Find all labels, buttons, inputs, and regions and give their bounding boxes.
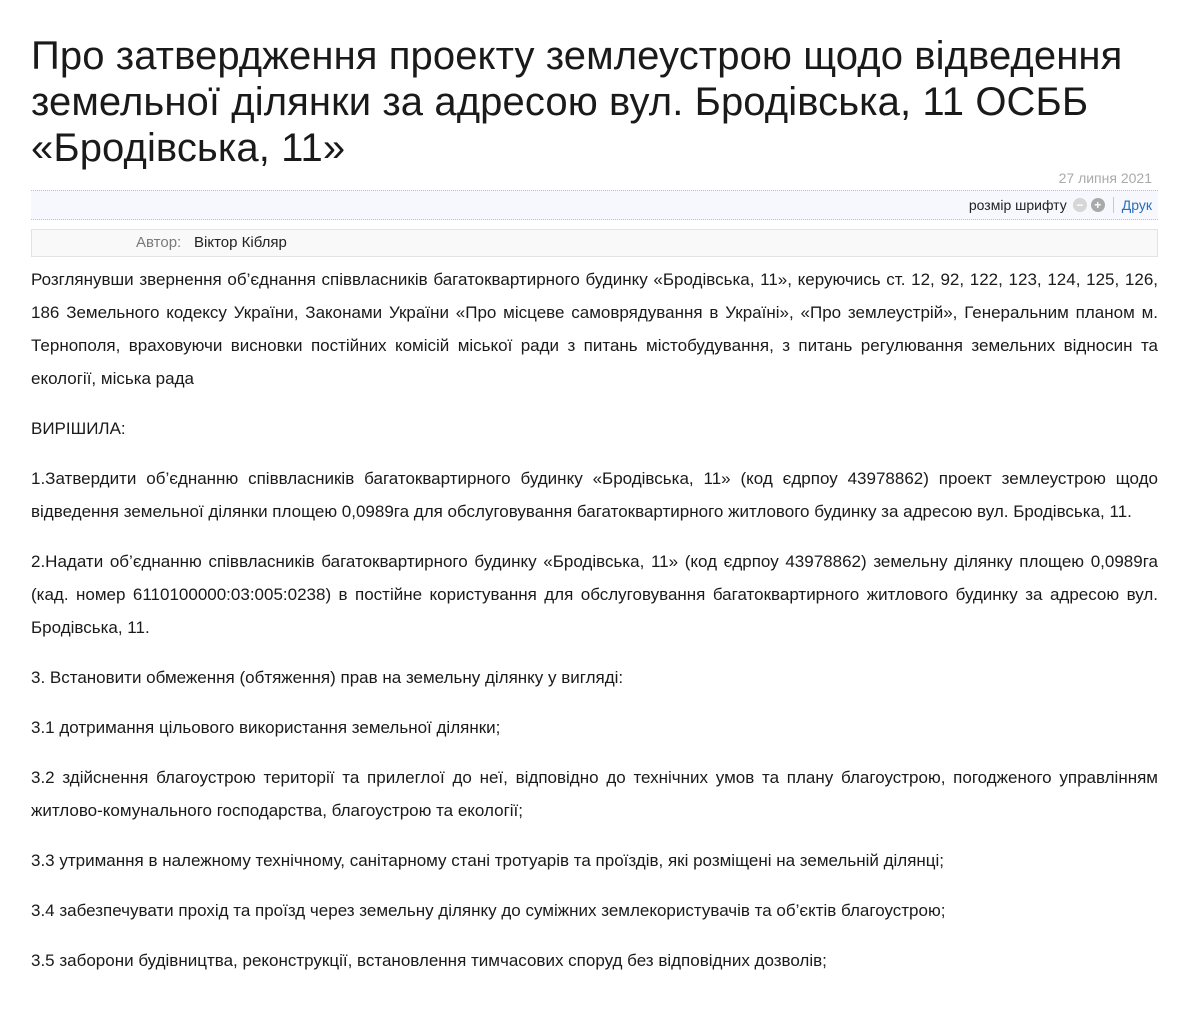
article <box>31 0 1158 171</box>
article-toolbar <box>31 190 1158 220</box>
paragraph-item-3-1: 3.1 дотримання цільового використання земельної ділянки; <box>31 718 501 737</box>
author-label: Автор: <box>136 234 182 251</box>
page-title: Про затвердження проекту землеустрою щодо відведення земельної ділянки за адресою вул. Бродівська, 11 ОСББ «Бродівська, 11» <box>31 34 1123 170</box>
paragraph-item-3-3: 3.3 утримання в належному технічному, санітарному стані тротуарів та проїздів, які розміщені на земельній ділянці; <box>31 851 945 870</box>
increase-font-icon[interactable]: + <box>1091 198 1105 212</box>
paragraph-item-3-5: 3.5 заборони будівництва, реконструкції, встановлення тимчасових споруд без відповідних дозволів; <box>31 951 827 970</box>
paragraph-item-3: 3. Встановити обмеження (обтяження) прав на земельну ділянку у вигляді: <box>31 668 624 687</box>
article-body <box>31 263 1158 994</box>
author-box <box>31 229 1158 257</box>
publish-date: 27 липня 2021 <box>1058 170 1152 186</box>
paragraph-item-2: 2.Надати об’єднанню співвласників багатоквартирного будинку «Бродівська, 11» (код єдрпоу 43978862) земельну ділянку площею 0,0989га (кад. номер 6110100000:03:005:0238) в постійне користування для обслуговування багатоквартирного житлового будинку за адресою вул. Бродівська, 11. <box>31 552 1158 637</box>
font-size-label: розмір шрифту <box>968 197 1067 213</box>
paragraph-intro: Розглянувши звернення об’єднання співвласників багатоквартирного будинку «Бродівська, 11», керуючись ст. 12, 92, 122, 123, 124, 125, 126, 186 Земельного кодексу України, Законами України «Про місцеве самоврядування в Україні», «Про землеустрій», Генеральним планом м. Тернополя, враховуючи висновки постійних комісій міської ради з питань містобудування, з питань регулювання земельних відносин та екології, міська рада <box>31 270 1158 388</box>
paragraph-item-3-4: 3.4 забезпечувати прохід та проїзд через земельну ділянку до суміжних землекористувачів та об’єктів благоустрою; <box>31 901 946 920</box>
toolbar-controls <box>969 197 1152 213</box>
author-name: Віктор Кібляр <box>194 234 287 251</box>
paragraph-decision-heading: ВИРІШИЛА: <box>31 419 126 438</box>
paragraph-item-1: 1.Затвердити об’єднанню співвласників багатоквартирного будинку «Бродівська, 11» (код єдрпоу 43978862) проект землеустрою щодо відведення земельної ділянки площею 0,0989га для обслуговування багатоквартирного житлового будинку за адресою вул. Бродівська, 11. <box>31 469 1158 521</box>
print-link[interactable]: Друк <box>1121 197 1152 213</box>
toolbar-divider <box>1113 197 1114 213</box>
paragraph-item-3-2: 3.2 здійснення благоустрою території та прилеглої до неї, відповідно до технічних умов та плану благоустрою, погодженого управлінням житлово-комунального господарства, благоустрою та екології; <box>31 768 1158 820</box>
decrease-font-icon[interactable]: − <box>1073 198 1087 212</box>
